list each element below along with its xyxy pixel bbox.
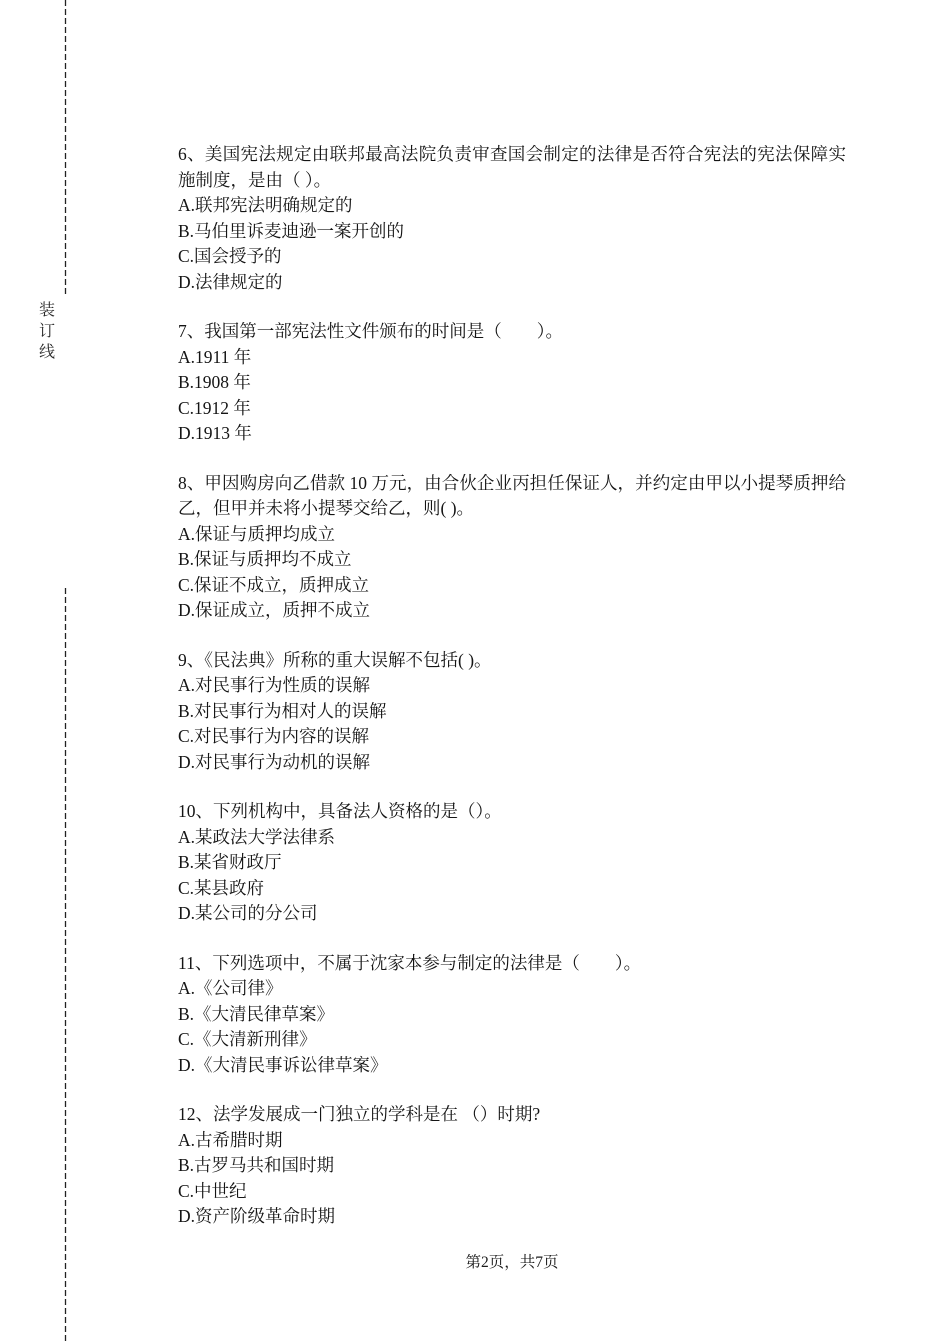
question-option-c: C.国会授予的 xyxy=(178,246,282,266)
question-block-8 xyxy=(178,471,846,624)
question-block-9 xyxy=(178,648,846,776)
page-footer xyxy=(178,1252,846,1274)
question-option-b: B.保证与质押均不成立 xyxy=(178,549,352,569)
question-option-c: C.中世纪 xyxy=(178,1180,247,1201)
question-option-d: D.1913 年 xyxy=(178,423,252,443)
question-option-a: A.古希腊时期 xyxy=(178,1129,283,1150)
question-option-a: A.1911 年 xyxy=(178,346,252,367)
page-number-text: 第2页，共7页 xyxy=(465,1254,559,1271)
question-option-b: B.对民事行为相对人的误解 xyxy=(178,700,387,721)
binding-label-char: 装 xyxy=(38,302,55,319)
question-option-d: D.某公司的分公司 xyxy=(178,903,318,923)
question-stem: 11、下列选项中，不属于沈家本参与制定的法律是（ ）。 xyxy=(178,952,642,973)
question-block-10 xyxy=(178,799,846,927)
question-option-d: D.《大清民事诉讼律草案》 xyxy=(178,1054,388,1075)
question-block-12 xyxy=(178,1102,846,1230)
binding-label-char: 线 xyxy=(38,344,55,361)
questions-area xyxy=(178,142,846,1254)
question-option-b: B.《大清民律草案》 xyxy=(178,1003,335,1024)
question-stem: 12、法学发展成一门独立的学科是在 （）时期? xyxy=(178,1104,541,1124)
question-block-7 xyxy=(178,319,846,447)
question-stem: 8、甲因购房向乙借款 10 万元，由合伙企业丙担任保证人，并约定由甲以小提琴质押给乙，但甲并未将小提琴交给乙，则( )。 xyxy=(178,472,846,518)
question-stem: 9、《民法典》所称的重大误解不包括( )。 xyxy=(178,649,492,670)
question-option-a: A.联邦宪法明确规定的 xyxy=(178,195,353,215)
question-option-a: A.某政法大学法律系 xyxy=(178,826,336,847)
binding-line-label xyxy=(35,300,59,363)
question-option-d: D.对民事行为动机的误解 xyxy=(178,751,371,772)
question-option-c: C.《大清新刑律》 xyxy=(178,1029,317,1049)
question-option-b: B.1908 年 xyxy=(178,372,251,392)
question-option-b: B.马伯里诉麦迪逊一案开创的 xyxy=(178,220,405,241)
question-stem: 10、下列机构中，具备法人资格的是（）。 xyxy=(178,801,502,821)
question-option-c: C.某县政府 xyxy=(178,877,265,898)
question-stem: 7、我国第一部宪法性文件颁布的时间是（ ）。 xyxy=(178,321,563,341)
question-option-d: D.法律规定的 xyxy=(178,271,283,292)
question-option-c: C.1912 年 xyxy=(178,397,251,418)
question-option-c: C.对民事行为内容的误解 xyxy=(178,726,370,746)
question-option-d: D.资产阶级革命时期 xyxy=(178,1206,336,1226)
question-option-b: B.古罗马共和国时期 xyxy=(178,1155,335,1175)
question-option-a: A.对民事行为性质的误解 xyxy=(178,675,371,695)
binding-label-char: 订 xyxy=(38,323,55,340)
question-block-6 xyxy=(178,142,846,295)
question-option-a: A.《公司律》 xyxy=(178,978,283,998)
question-option-d: D.保证成立，质押不成立 xyxy=(178,600,371,620)
question-option-a: A.保证与质押均成立 xyxy=(178,523,336,544)
question-stem: 6、美国宪法规定由联邦最高法院负责审查国会制定的法律是否符合宪法的宪法保障实施制度，是由（ ）。 xyxy=(178,144,846,190)
question-option-b: B.某省财政厅 xyxy=(178,852,282,872)
question-option-c: C.保证不成立，质押成立 xyxy=(178,574,370,595)
question-block-11 xyxy=(178,951,846,1079)
